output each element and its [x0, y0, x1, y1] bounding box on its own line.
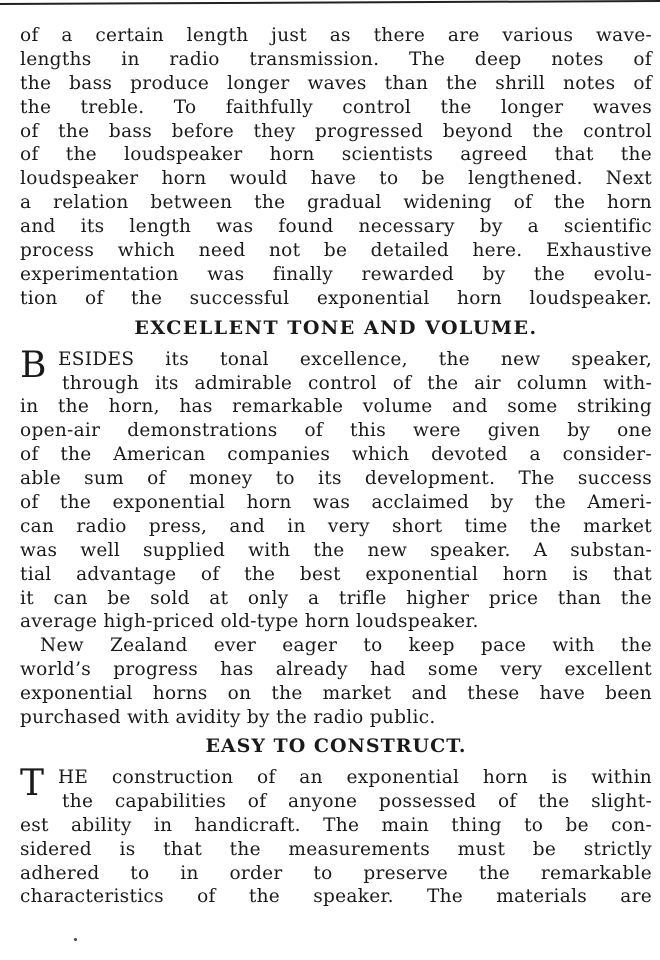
section-heading-tone-volume: EXCELLENT TONE AND VOLUME.	[134, 316, 538, 339]
section2-paragraph	[20, 762, 652, 909]
section2-second-line: the capabilities of anyone possessed of the slight-	[62, 790, 652, 812]
text-line: est ability in handicraft. The main thing to be con-	[20, 814, 652, 836]
section1-second-line: through its admirable control of the air column with-	[62, 372, 652, 394]
text-line: a relation between the gradual widening of the horn	[20, 192, 652, 214]
text-line: purchased with avidity by the radio public.	[20, 707, 436, 729]
section1-first-line: ESIDES its tonal excellence, the new speaker,	[58, 348, 652, 370]
text-line: process which need not be detailed here. Exhaustive	[20, 240, 652, 262]
dropcap-t: T	[20, 762, 45, 804]
section1-paragraph	[20, 344, 652, 635]
text-line: loudspeaker horn would have to be lengthened. Next	[20, 168, 652, 190]
section-heading-construct: EASY TO CONSTRUCT.	[205, 734, 467, 757]
print-speck	[74, 938, 77, 941]
text-line: tion of the successful exponential horn loudspeaker.	[20, 287, 652, 309]
text-line: the treble. To faithfully control the longer waves	[20, 96, 652, 118]
text-line: of a certain length just as there are various wave-	[20, 25, 652, 46]
text-line: able sum of money to its development. The success	[20, 468, 652, 490]
text-line: it can be sold at only a trifle higher price than the	[20, 587, 652, 609]
text-line: world’s progress has already had some very excellent	[20, 659, 652, 681]
text-line: of the American companies which devoted a consider-	[20, 444, 652, 466]
dropcap-b: B	[20, 344, 47, 386]
text-line: exponential horns on the market and these have been	[20, 683, 652, 705]
text-line: was well supplied with the new speaker. A substan-	[20, 539, 652, 561]
top-rule	[0, 0, 660, 8]
text-line: of the loudspeaker horn scientists agreed that the	[20, 144, 652, 166]
section2-first-line: HE construction of an exponential horn is within	[58, 766, 652, 788]
text-line: New Zealand ever eager to keep pace with the	[40, 635, 652, 657]
article-column	[20, 24, 652, 909]
text-line: characteristics of the speaker. The materials are	[20, 886, 652, 908]
text-line: average high-priced old-type horn loudspeaker.	[20, 611, 479, 633]
text-line: of the bass before they progressed beyond the control	[20, 120, 652, 142]
text-line: tial advantage of the best exponential horn is that	[20, 563, 652, 585]
text-line: of the exponential horn was acclaimed by the Ameri-	[20, 492, 652, 514]
text-line: can radio press, and in very short time the market	[20, 515, 652, 537]
intro-paragraph	[20, 24, 652, 311]
text-line: experimentation was finally rewarded by the evolu-	[20, 263, 652, 285]
section1-paragraph-2	[20, 634, 652, 730]
text-line: sidered is that the measurements must be strictly	[20, 838, 652, 860]
text-line: open-air demonstrations of this were given by one	[20, 420, 652, 442]
text-line: the bass produce longer waves than the shrill notes of	[20, 72, 652, 94]
text-line: adhered to in order to preserve the remarkable	[20, 862, 652, 884]
text-line: and its length was found necessary by a scientific	[20, 216, 652, 238]
text-line: in the horn, has remarkable volume and some striking	[20, 396, 652, 418]
text-line: lengths in radio transmission. The deep notes of	[20, 48, 652, 70]
